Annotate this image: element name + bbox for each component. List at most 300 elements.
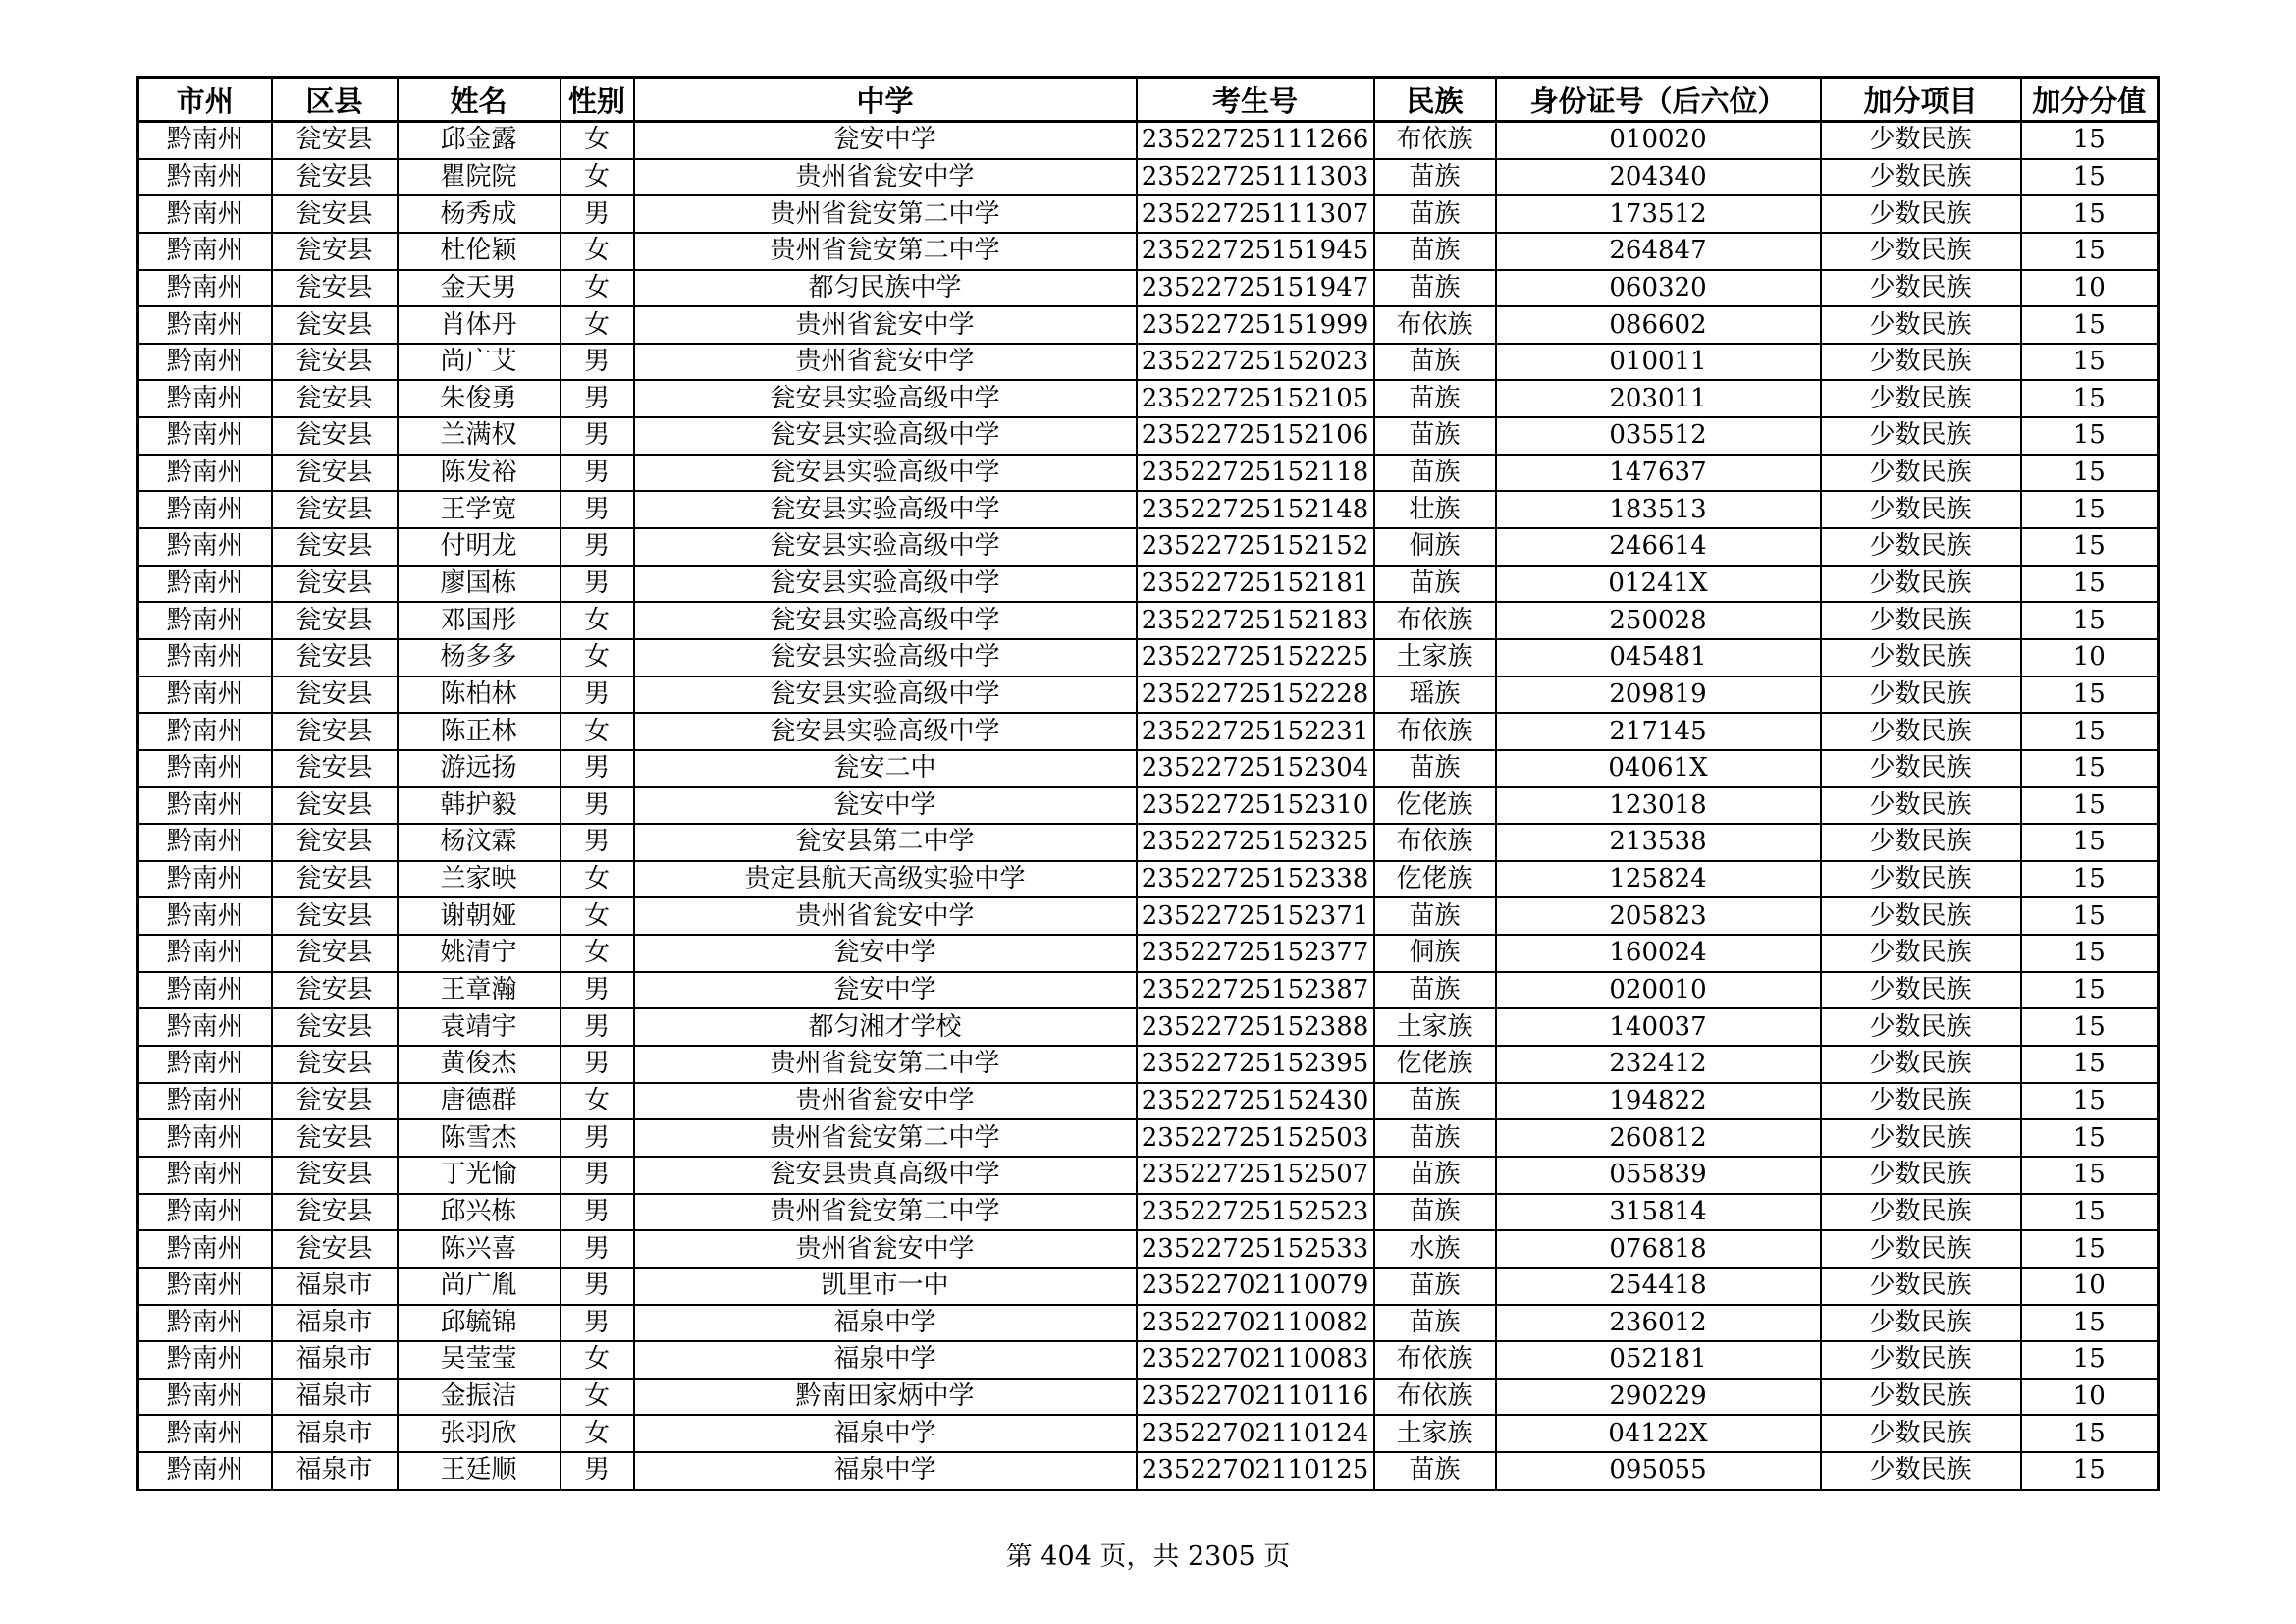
cell-school: 福泉中学 <box>634 1415 1137 1452</box>
cell-ethnicity: 苗族 <box>1374 455 1496 492</box>
cell-school: 贵州省瓮安中学 <box>634 897 1137 935</box>
cell-ethnicity: 苗族 <box>1374 897 1496 935</box>
cell-exam-number: 23522702110124 <box>1137 1415 1374 1452</box>
cell-bonus-points: 10 <box>2021 270 2159 307</box>
cell-name: 杜伦颖 <box>398 233 561 270</box>
cell-ethnicity: 壮族 <box>1374 491 1496 528</box>
cell-exam-number: 23522725152148 <box>1137 491 1374 528</box>
cell-county: 瓮安县 <box>272 639 398 677</box>
cell-bonus-points: 15 <box>2021 935 2159 972</box>
cell-gender: 男 <box>561 824 634 861</box>
cell-county: 瓮安县 <box>272 935 398 972</box>
cell-gender: 女 <box>561 1379 634 1416</box>
cell-bonus-points: 15 <box>2021 1119 2159 1157</box>
cell-city: 黔南州 <box>138 566 272 603</box>
cell-name: 谢朝娅 <box>398 897 561 935</box>
cell-id-last-six: 095055 <box>1496 1452 1821 1489</box>
cell-city: 黔南州 <box>138 159 272 196</box>
cell-exam-number: 23522725152507 <box>1137 1157 1374 1194</box>
cell-name: 付明龙 <box>398 528 561 566</box>
cell-city: 黔南州 <box>138 750 272 787</box>
column-header-bonus-item: 加分项目 <box>1821 78 2021 122</box>
table-row <box>138 417 2159 455</box>
cell-exam-number: 23522725152388 <box>1137 1008 1374 1046</box>
cell-city: 黔南州 <box>138 1305 272 1342</box>
cell-gender: 男 <box>561 972 634 1009</box>
cell-city: 黔南州 <box>138 1046 272 1083</box>
cell-bonus-item: 少数民族 <box>1821 750 2021 787</box>
cell-exam-number: 23522702110083 <box>1137 1341 1374 1379</box>
table-row <box>138 1046 2159 1083</box>
cell-name: 兰满权 <box>398 417 561 455</box>
cell-bonus-item: 少数民族 <box>1821 566 2021 603</box>
cell-bonus-points: 15 <box>2021 861 2159 898</box>
cell-bonus-item: 少数民族 <box>1821 344 2021 381</box>
cell-ethnicity: 仡佬族 <box>1374 1046 1496 1083</box>
cell-name: 朱俊勇 <box>398 380 561 417</box>
cell-city: 黔南州 <box>138 897 272 935</box>
cell-county: 福泉市 <box>272 1341 398 1379</box>
cell-gender: 女 <box>561 639 634 677</box>
cell-ethnicity: 布依族 <box>1374 824 1496 861</box>
cell-name: 吴莹莹 <box>398 1341 561 1379</box>
cell-bonus-item: 少数民族 <box>1821 1415 2021 1452</box>
table-row <box>138 528 2159 566</box>
cell-bonus-points: 15 <box>2021 344 2159 381</box>
cell-school: 瓮安县第二中学 <box>634 824 1137 861</box>
cell-bonus-item: 少数民族 <box>1821 306 2021 344</box>
cell-exam-number: 23522725152225 <box>1137 639 1374 677</box>
cell-id-last-six: 086602 <box>1496 306 1821 344</box>
cell-gender: 男 <box>561 1046 634 1083</box>
cell-gender: 男 <box>561 1194 634 1231</box>
cell-city: 黔南州 <box>138 1341 272 1379</box>
cell-ethnicity: 苗族 <box>1374 1083 1496 1120</box>
cell-bonus-item: 少数民族 <box>1821 1046 2021 1083</box>
table-row <box>138 455 2159 492</box>
cell-city: 黔南州 <box>138 528 272 566</box>
cell-bonus-item: 少数民族 <box>1821 861 2021 898</box>
cell-city: 黔南州 <box>138 677 272 714</box>
cell-bonus-points: 15 <box>2021 380 2159 417</box>
cell-bonus-points: 15 <box>2021 677 2159 714</box>
cell-bonus-points: 15 <box>2021 1415 2159 1452</box>
table-row <box>138 306 2159 344</box>
cell-gender: 女 <box>561 897 634 935</box>
cell-city: 黔南州 <box>138 1379 272 1416</box>
cell-exam-number: 23522725152023 <box>1137 344 1374 381</box>
cell-bonus-points: 15 <box>2021 1341 2159 1379</box>
cell-ethnicity: 苗族 <box>1374 566 1496 603</box>
cell-gender: 女 <box>561 1415 634 1452</box>
cell-city: 黔南州 <box>138 1083 272 1120</box>
cell-school: 瓮安二中 <box>634 750 1137 787</box>
cell-gender: 男 <box>561 750 634 787</box>
cell-id-last-six: 173512 <box>1496 195 1821 233</box>
cell-id-last-six: 160024 <box>1496 935 1821 972</box>
cell-id-last-six: 232412 <box>1496 1046 1821 1083</box>
cell-ethnicity: 仡佬族 <box>1374 787 1496 825</box>
cell-exam-number: 23522725152152 <box>1137 528 1374 566</box>
cell-exam-number: 23522702110116 <box>1137 1379 1374 1416</box>
cell-city: 黔南州 <box>138 972 272 1009</box>
cell-ethnicity: 仡佬族 <box>1374 861 1496 898</box>
cell-id-last-six: 060320 <box>1496 270 1821 307</box>
cell-name: 廖国栋 <box>398 566 561 603</box>
cell-county: 瓮安县 <box>272 380 398 417</box>
cell-county: 瓮安县 <box>272 602 398 639</box>
cell-school: 瓮安县实验高级中学 <box>634 380 1137 417</box>
cell-county: 福泉市 <box>272 1379 398 1416</box>
cell-ethnicity: 土家族 <box>1374 1008 1496 1046</box>
table-row <box>138 1230 2159 1268</box>
cell-city: 黔南州 <box>138 639 272 677</box>
cell-name: 黄俊杰 <box>398 1046 561 1083</box>
cell-city: 黔南州 <box>138 935 272 972</box>
cell-bonus-item: 少数民族 <box>1821 528 2021 566</box>
cell-gender: 男 <box>561 417 634 455</box>
table-row <box>138 233 2159 270</box>
table-row <box>138 1341 2159 1379</box>
cell-bonus-points: 15 <box>2021 195 2159 233</box>
cell-name: 王章瀚 <box>398 972 561 1009</box>
cell-exam-number: 23522725152231 <box>1137 713 1374 750</box>
cell-gender: 女 <box>561 159 634 196</box>
cell-ethnicity: 布依族 <box>1374 306 1496 344</box>
cell-ethnicity: 瑶族 <box>1374 677 1496 714</box>
cell-bonus-item: 少数民族 <box>1821 1341 2021 1379</box>
cell-id-last-six: 020010 <box>1496 972 1821 1009</box>
cell-ethnicity: 苗族 <box>1374 750 1496 787</box>
cell-bonus-points: 15 <box>2021 1230 2159 1268</box>
table-row <box>138 380 2159 417</box>
cell-school: 瓮安县实验高级中学 <box>634 491 1137 528</box>
cell-exam-number: 23522725111303 <box>1137 159 1374 196</box>
column-header-id-last-six: 身份证号（后六位） <box>1496 78 1821 122</box>
cell-school: 瓮安县实验高级中学 <box>634 528 1137 566</box>
cell-county: 瓮安县 <box>272 306 398 344</box>
cell-id-last-six: 205823 <box>1496 897 1821 935</box>
cell-city: 黔南州 <box>138 380 272 417</box>
cell-id-last-six: 123018 <box>1496 787 1821 825</box>
cell-bonus-points: 15 <box>2021 159 2159 196</box>
cell-city: 黔南州 <box>138 195 272 233</box>
cell-county: 福泉市 <box>272 1415 398 1452</box>
cell-bonus-points: 15 <box>2021 1046 2159 1083</box>
cell-city: 黔南州 <box>138 1008 272 1046</box>
cell-exam-number: 23522725152338 <box>1137 861 1374 898</box>
cell-exam-number: 23522725152118 <box>1137 455 1374 492</box>
cell-county: 瓮安县 <box>272 677 398 714</box>
cell-exam-number: 23522725152503 <box>1137 1119 1374 1157</box>
cell-school: 贵州省瓮安第二中学 <box>634 233 1137 270</box>
cell-ethnicity: 苗族 <box>1374 159 1496 196</box>
cell-school: 瓮安县实验高级中学 <box>634 417 1137 455</box>
column-header-gender: 性别 <box>561 78 634 122</box>
cell-county: 瓮安县 <box>272 1119 398 1157</box>
cell-county: 瓮安县 <box>272 455 398 492</box>
cell-bonus-points: 15 <box>2021 528 2159 566</box>
cell-id-last-six: 140037 <box>1496 1008 1821 1046</box>
cell-gender: 男 <box>561 1305 634 1342</box>
cell-name: 杨汶霖 <box>398 824 561 861</box>
cell-bonus-points: 15 <box>2021 1157 2159 1194</box>
cell-county: 瓮安县 <box>272 972 398 1009</box>
cell-id-last-six: 290229 <box>1496 1379 1821 1416</box>
cell-bonus-points: 10 <box>2021 1379 2159 1416</box>
cell-exam-number: 23522725152106 <box>1137 417 1374 455</box>
cell-school: 瓮安中学 <box>634 787 1137 825</box>
cell-school: 都匀湘才学校 <box>634 1008 1137 1046</box>
cell-id-last-six: 076818 <box>1496 1230 1821 1268</box>
cell-id-last-six: 204340 <box>1496 159 1821 196</box>
cell-county: 瓮安县 <box>272 1157 398 1194</box>
cell-bonus-item: 少数民族 <box>1821 455 2021 492</box>
cell-city: 黔南州 <box>138 455 272 492</box>
cell-exam-number: 23522725152395 <box>1137 1046 1374 1083</box>
table-row <box>138 1268 2159 1305</box>
cell-county: 福泉市 <box>272 1268 398 1305</box>
cell-ethnicity: 苗族 <box>1374 417 1496 455</box>
cell-city: 黔南州 <box>138 344 272 381</box>
cell-county: 瓮安县 <box>272 1230 398 1268</box>
cell-bonus-points: 15 <box>2021 897 2159 935</box>
cell-gender: 男 <box>561 1157 634 1194</box>
cell-exam-number: 23522725151947 <box>1137 270 1374 307</box>
cell-county: 瓮安县 <box>272 824 398 861</box>
cell-bonus-item: 少数民族 <box>1821 1119 2021 1157</box>
table-row <box>138 824 2159 861</box>
cell-bonus-item: 少数民族 <box>1821 1379 2021 1416</box>
cell-county: 瓮安县 <box>272 195 398 233</box>
cell-ethnicity: 布依族 <box>1374 602 1496 639</box>
cell-bonus-item: 少数民族 <box>1821 602 2021 639</box>
cell-school: 黔南田家炳中学 <box>634 1379 1137 1416</box>
table-row <box>138 1194 2159 1231</box>
cell-bonus-item: 少数民族 <box>1821 122 2021 159</box>
cell-gender: 男 <box>561 677 634 714</box>
cell-gender: 女 <box>561 1341 634 1379</box>
table-row <box>138 491 2159 528</box>
cell-school: 瓮安县实验高级中学 <box>634 639 1137 677</box>
cell-ethnicity: 苗族 <box>1374 972 1496 1009</box>
cell-id-last-six: 250028 <box>1496 602 1821 639</box>
cell-gender: 男 <box>561 1452 634 1489</box>
cell-bonus-item: 少数民族 <box>1821 491 2021 528</box>
table-row <box>138 1157 2159 1194</box>
cell-id-last-six: 246614 <box>1496 528 1821 566</box>
cell-city: 黔南州 <box>138 1194 272 1231</box>
cell-bonus-points: 15 <box>2021 566 2159 603</box>
cell-bonus-points: 15 <box>2021 1008 2159 1046</box>
cell-bonus-item: 少数民族 <box>1821 159 2021 196</box>
cell-id-last-six: 315814 <box>1496 1194 1821 1231</box>
cell-exam-number: 23522725152310 <box>1137 787 1374 825</box>
cell-bonus-item: 少数民族 <box>1821 1157 2021 1194</box>
column-header-exam-number: 考生号 <box>1137 78 1374 122</box>
cell-id-last-six: 194822 <box>1496 1083 1821 1120</box>
cell-ethnicity: 土家族 <box>1374 1415 1496 1452</box>
cell-name: 游远扬 <box>398 750 561 787</box>
cell-school: 贵州省瓮安第二中学 <box>634 1194 1137 1231</box>
cell-city: 黔南州 <box>138 1452 272 1489</box>
cell-ethnicity: 布依族 <box>1374 713 1496 750</box>
cell-exam-number: 23522725152430 <box>1137 1083 1374 1120</box>
cell-exam-number: 23522725111266 <box>1137 122 1374 159</box>
cell-gender: 男 <box>561 1268 634 1305</box>
table-row <box>138 344 2159 381</box>
cell-id-last-six: 183513 <box>1496 491 1821 528</box>
cell-city: 黔南州 <box>138 861 272 898</box>
cell-ethnicity: 布依族 <box>1374 1379 1496 1416</box>
cell-id-last-six: 203011 <box>1496 380 1821 417</box>
table-row <box>138 270 2159 307</box>
cell-name: 陈正林 <box>398 713 561 750</box>
cell-school: 贵州省瓮安中学 <box>634 306 1137 344</box>
cell-id-last-six: 052181 <box>1496 1341 1821 1379</box>
cell-exam-number: 23522725152377 <box>1137 935 1374 972</box>
cell-ethnicity: 苗族 <box>1374 195 1496 233</box>
cell-ethnicity: 布依族 <box>1374 122 1496 159</box>
cell-bonus-item: 少数民族 <box>1821 972 2021 1009</box>
table-row <box>138 1415 2159 1452</box>
cell-county: 瓮安县 <box>272 861 398 898</box>
table-row <box>138 566 2159 603</box>
cell-exam-number: 23522725151999 <box>1137 306 1374 344</box>
cell-ethnicity: 苗族 <box>1374 1157 1496 1194</box>
cell-gender: 女 <box>561 306 634 344</box>
table-row <box>138 1452 2159 1489</box>
cell-county: 瓮安县 <box>272 528 398 566</box>
cell-ethnicity: 苗族 <box>1374 233 1496 270</box>
header-row <box>138 78 2159 122</box>
column-header-ethnicity: 民族 <box>1374 78 1496 122</box>
cell-name: 王廷顺 <box>398 1452 561 1489</box>
cell-school: 瓮安县实验高级中学 <box>634 602 1137 639</box>
cell-bonus-item: 少数民族 <box>1821 1008 2021 1046</box>
cell-school: 贵州省瓮安中学 <box>634 159 1137 196</box>
cell-bonus-points: 15 <box>2021 787 2159 825</box>
cell-name: 王学宽 <box>398 491 561 528</box>
cell-county: 福泉市 <box>272 1305 398 1342</box>
cell-county: 瓮安县 <box>272 344 398 381</box>
cell-name: 金振洁 <box>398 1379 561 1416</box>
cell-county: 瓮安县 <box>272 713 398 750</box>
cell-name: 兰家映 <box>398 861 561 898</box>
cell-id-last-six: 045481 <box>1496 639 1821 677</box>
cell-name: 陈发裕 <box>398 455 561 492</box>
cell-bonus-points: 15 <box>2021 455 2159 492</box>
cell-bonus-points: 15 <box>2021 1305 2159 1342</box>
cell-city: 黔南州 <box>138 602 272 639</box>
table-row <box>138 1083 2159 1120</box>
cell-school: 都匀民族中学 <box>634 270 1137 307</box>
cell-school: 瓮安县实验高级中学 <box>634 566 1137 603</box>
cell-id-last-six: 010011 <box>1496 344 1821 381</box>
cell-ethnicity: 苗族 <box>1374 380 1496 417</box>
cell-exam-number: 23522725152228 <box>1137 677 1374 714</box>
cell-gender: 男 <box>561 344 634 381</box>
table-row <box>138 122 2159 159</box>
cell-bonus-points: 15 <box>2021 824 2159 861</box>
cell-bonus-item: 少数民族 <box>1821 1230 2021 1268</box>
cell-id-last-six: 254418 <box>1496 1268 1821 1305</box>
cell-name: 杨秀成 <box>398 195 561 233</box>
cell-gender: 男 <box>561 1119 634 1157</box>
cell-exam-number: 23522725152523 <box>1137 1194 1374 1231</box>
cell-ethnicity: 布依族 <box>1374 1341 1496 1379</box>
cell-id-last-six: 209819 <box>1496 677 1821 714</box>
cell-county: 瓮安县 <box>272 566 398 603</box>
cell-school: 福泉中学 <box>634 1305 1137 1342</box>
cell-gender: 女 <box>561 1083 634 1120</box>
cell-school: 福泉中学 <box>634 1341 1137 1379</box>
cell-id-last-six: 04061X <box>1496 750 1821 787</box>
cell-id-last-six: 264847 <box>1496 233 1821 270</box>
cell-gender: 女 <box>561 602 634 639</box>
cell-bonus-item: 少数民族 <box>1821 270 2021 307</box>
table-row <box>138 1008 2159 1046</box>
cell-name: 丁光愉 <box>398 1157 561 1194</box>
cell-gender: 女 <box>561 713 634 750</box>
cell-bonus-points: 15 <box>2021 1194 2159 1231</box>
cell-county: 瓮安县 <box>272 1083 398 1120</box>
cell-gender: 男 <box>561 455 634 492</box>
cell-bonus-item: 少数民族 <box>1821 1194 2021 1231</box>
cell-city: 黔南州 <box>138 1157 272 1194</box>
cell-gender: 女 <box>561 935 634 972</box>
cell-bonus-points: 15 <box>2021 233 2159 270</box>
cell-county: 瓮安县 <box>272 750 398 787</box>
cell-bonus-item: 少数民族 <box>1821 1452 2021 1489</box>
table-row <box>138 1119 2159 1157</box>
cell-gender: 男 <box>561 787 634 825</box>
cell-exam-number: 23522725152183 <box>1137 602 1374 639</box>
cell-bonus-item: 少数民族 <box>1821 380 2021 417</box>
cell-name: 尚广胤 <box>398 1268 561 1305</box>
cell-bonus-item: 少数民族 <box>1821 935 2021 972</box>
cell-name: 金天男 <box>398 270 561 307</box>
cell-gender: 男 <box>561 1008 634 1046</box>
cell-name: 陈雪杰 <box>398 1119 561 1157</box>
cell-bonus-item: 少数民族 <box>1821 787 2021 825</box>
cell-bonus-points: 15 <box>2021 417 2159 455</box>
table-body <box>138 122 2159 1490</box>
cell-bonus-points: 10 <box>2021 639 2159 677</box>
cell-bonus-item: 少数民族 <box>1821 897 2021 935</box>
cell-exam-number: 23522725152533 <box>1137 1230 1374 1268</box>
cell-bonus-item: 少数民族 <box>1821 713 2021 750</box>
cell-exam-number: 23522702110082 <box>1137 1305 1374 1342</box>
cell-bonus-points: 10 <box>2021 1268 2159 1305</box>
cell-bonus-item: 少数民族 <box>1821 677 2021 714</box>
cell-county: 瓮安县 <box>272 417 398 455</box>
cell-bonus-item: 少数民族 <box>1821 1083 2021 1120</box>
cell-gender: 女 <box>561 861 634 898</box>
cell-name: 邱兴栋 <box>398 1194 561 1231</box>
cell-school: 贵州省瓮安第二中学 <box>634 1046 1137 1083</box>
cell-county: 瓮安县 <box>272 1194 398 1231</box>
cell-name: 张羽欣 <box>398 1415 561 1452</box>
cell-city: 黔南州 <box>138 824 272 861</box>
cell-gender: 女 <box>561 122 634 159</box>
cell-city: 黔南州 <box>138 1119 272 1157</box>
table-row <box>138 713 2159 750</box>
cell-name: 杨多多 <box>398 639 561 677</box>
cell-gender: 男 <box>561 528 634 566</box>
cell-school: 瓮安县实验高级中学 <box>634 677 1137 714</box>
cell-bonus-item: 少数民族 <box>1821 417 2021 455</box>
